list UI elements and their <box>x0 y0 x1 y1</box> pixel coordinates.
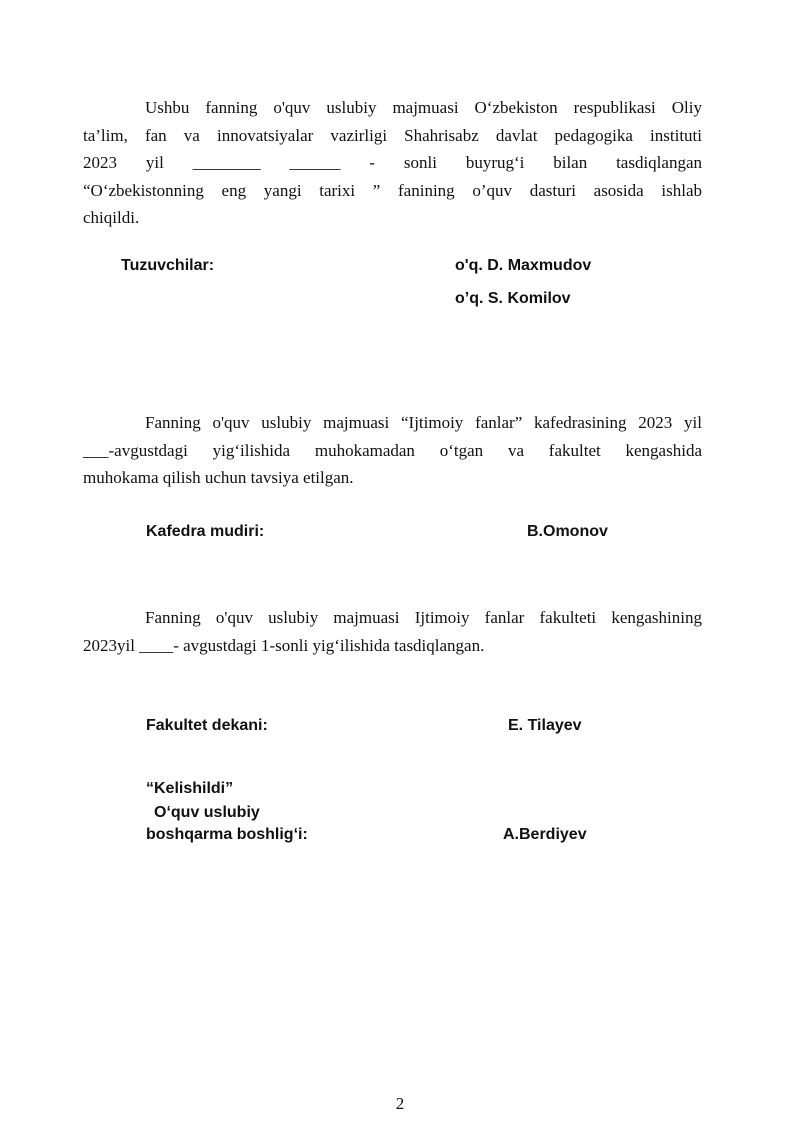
faculty-paragraph <box>83 604 702 659</box>
author-name: o’q. S. Komilov <box>455 290 571 307</box>
paragraph-line: 2023yil ____- avgustdagi 1-sonli yig‘ilishida tasdiqlangan. <box>83 635 485 655</box>
agreement-label-line1: O‘quv uslubiy <box>154 804 260 821</box>
paragraph-line: ta’lim, fan va innovatsiyalar vazirligi Shahrisabz davlat pedagogika instituti <box>83 125 702 145</box>
faculty-dean-label: Fakultet dekani: <box>146 717 268 734</box>
agreement-label-line2: boshqarma boshlig‘i: <box>146 826 308 843</box>
paragraph-line: 2023 yil ________ ______ - sonli buyrug‘i bilan tasdiqlangan <box>83 153 702 172</box>
faculty-dean-name: E. Tilayev <box>508 717 582 734</box>
author-name: o'q. D. Maxmudov <box>455 257 592 274</box>
paragraph-line: chiqildi. <box>83 208 140 227</box>
department-head-label: Kafedra mudiri: <box>146 523 265 540</box>
agreement-title: “Kelishildi” <box>146 780 234 797</box>
paragraph-line: Fanning o'quv uslubiy majmuasi “Ijtimoiy fanlar” kafedrasining 2023 yil <box>145 413 702 432</box>
paragraph-line: ___-avgustdagi yig‘ilishida muhokamadan o‘tgan va fakultet kengashida <box>83 440 702 460</box>
paragraph-line: Fanning o'quv uslubiy majmuasi Ijtimoiy fanlar fakulteti kengashining <box>145 608 702 627</box>
page-number: 2 <box>395 1094 405 1113</box>
department-paragraph <box>83 409 702 492</box>
department-head-name: B.Omonov <box>527 523 608 540</box>
approval-paragraph <box>83 94 702 232</box>
agreement-name: A.Berdiyev <box>503 826 587 843</box>
authors-label: Tuzuvchilar: <box>121 257 215 274</box>
paragraph-line: “O‘zbekistonning eng yangi tarixi ” fanining o’quv dasturi asosida ishlab <box>83 180 702 200</box>
paragraph-line: Ushbu fanning o'quv uslubiy majmuasi O‘zbekiston respublikasi Oliy <box>145 98 702 117</box>
paragraph-line: muhokama qilish uchun tavsiya etilgan. <box>83 468 354 487</box>
